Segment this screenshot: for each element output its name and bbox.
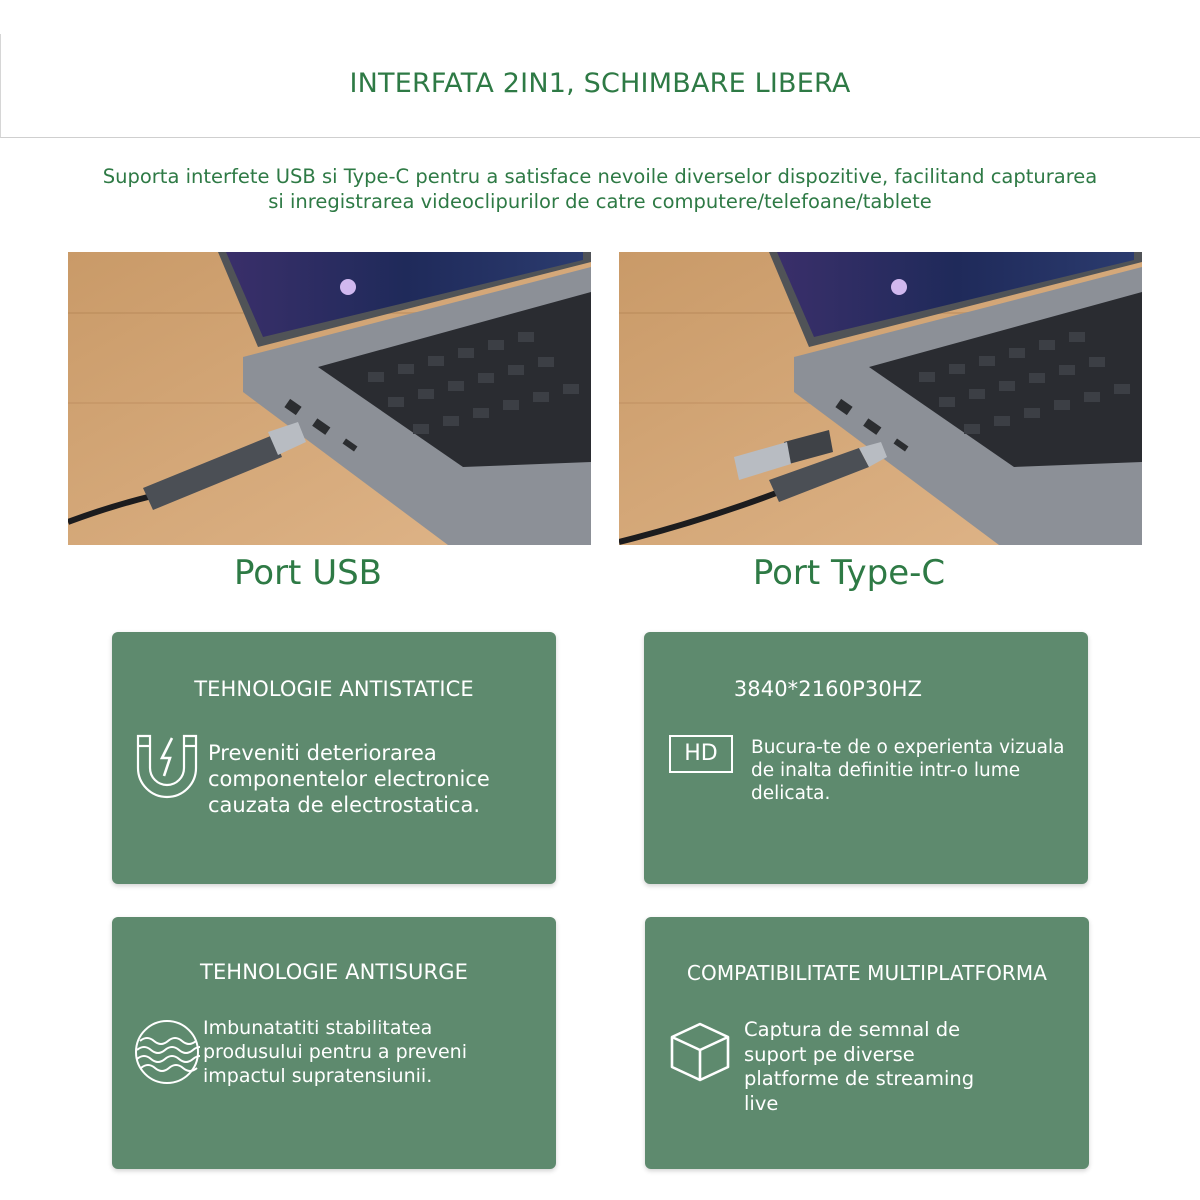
card-description (751, 736, 1064, 805)
usb-port-photo (68, 252, 591, 545)
feature-card-antisurge (112, 917, 556, 1169)
card-line: platforme de streaming (744, 1067, 975, 1090)
type-c-port-caption: Port Type-C (752, 553, 946, 593)
page-subtitle (60, 164, 1140, 214)
hd-icon-label: HD (684, 741, 718, 766)
feature-card-resolution (644, 632, 1088, 884)
card-line: delicata. (751, 783, 831, 804)
card-description (208, 740, 490, 818)
subtitle-line-1: Suporta interfete USB si Type-C pentru a satisface nevoile diverselor dispozitive, facilitand capturarea (102, 165, 1098, 188)
card-line: Preveniti deteriorarea (208, 741, 437, 765)
card-line: suport pe diverse (744, 1042, 915, 1066)
waves-circle-icon (134, 1019, 200, 1089)
hd-icon (669, 735, 733, 773)
card-description (744, 1018, 974, 1116)
type-c-port-photo (619, 252, 1142, 545)
usb-port-caption: Port USB (233, 553, 382, 593)
card-description (203, 1016, 467, 1088)
cube-icon (669, 1021, 731, 1087)
card-line: impactul supratensiunii. (203, 1065, 433, 1087)
magnet-lightning-icon (134, 732, 200, 806)
card-title: 3840*2160P30HZ (733, 677, 923, 701)
card-line: Imbunatatiti stabilitatea (203, 1017, 433, 1039)
card-line: componentelor electronice (208, 767, 490, 791)
subtitle-line-2: si inregistrarea videoclipurilor de catre computere/telefoane/tablete (268, 190, 932, 213)
card-line: Bucura-te de o experienta vizuala (751, 737, 1065, 758)
card-line: produsului pentru a preveni (203, 1041, 467, 1063)
card-title: TEHNOLOGIE ANTISURGE (200, 960, 468, 984)
feature-card-multiplatform (645, 917, 1089, 1169)
card-line: live (744, 1091, 779, 1115)
feature-card-antistatic (112, 632, 556, 884)
card-line: de inalta definitie intr-o lume (751, 760, 1021, 781)
page-title: INTERFATA 2IN1, SCHIMBARE LIBERA (349, 68, 851, 99)
card-title: COMPATIBILITATE MULTIPLATFORMA (686, 961, 1048, 985)
card-line: Captura de semnal de (744, 1018, 961, 1041)
card-line: cauzata de electrostatica. (208, 793, 480, 817)
card-title: TEHNOLOGIE ANTISTATICE (194, 677, 474, 701)
